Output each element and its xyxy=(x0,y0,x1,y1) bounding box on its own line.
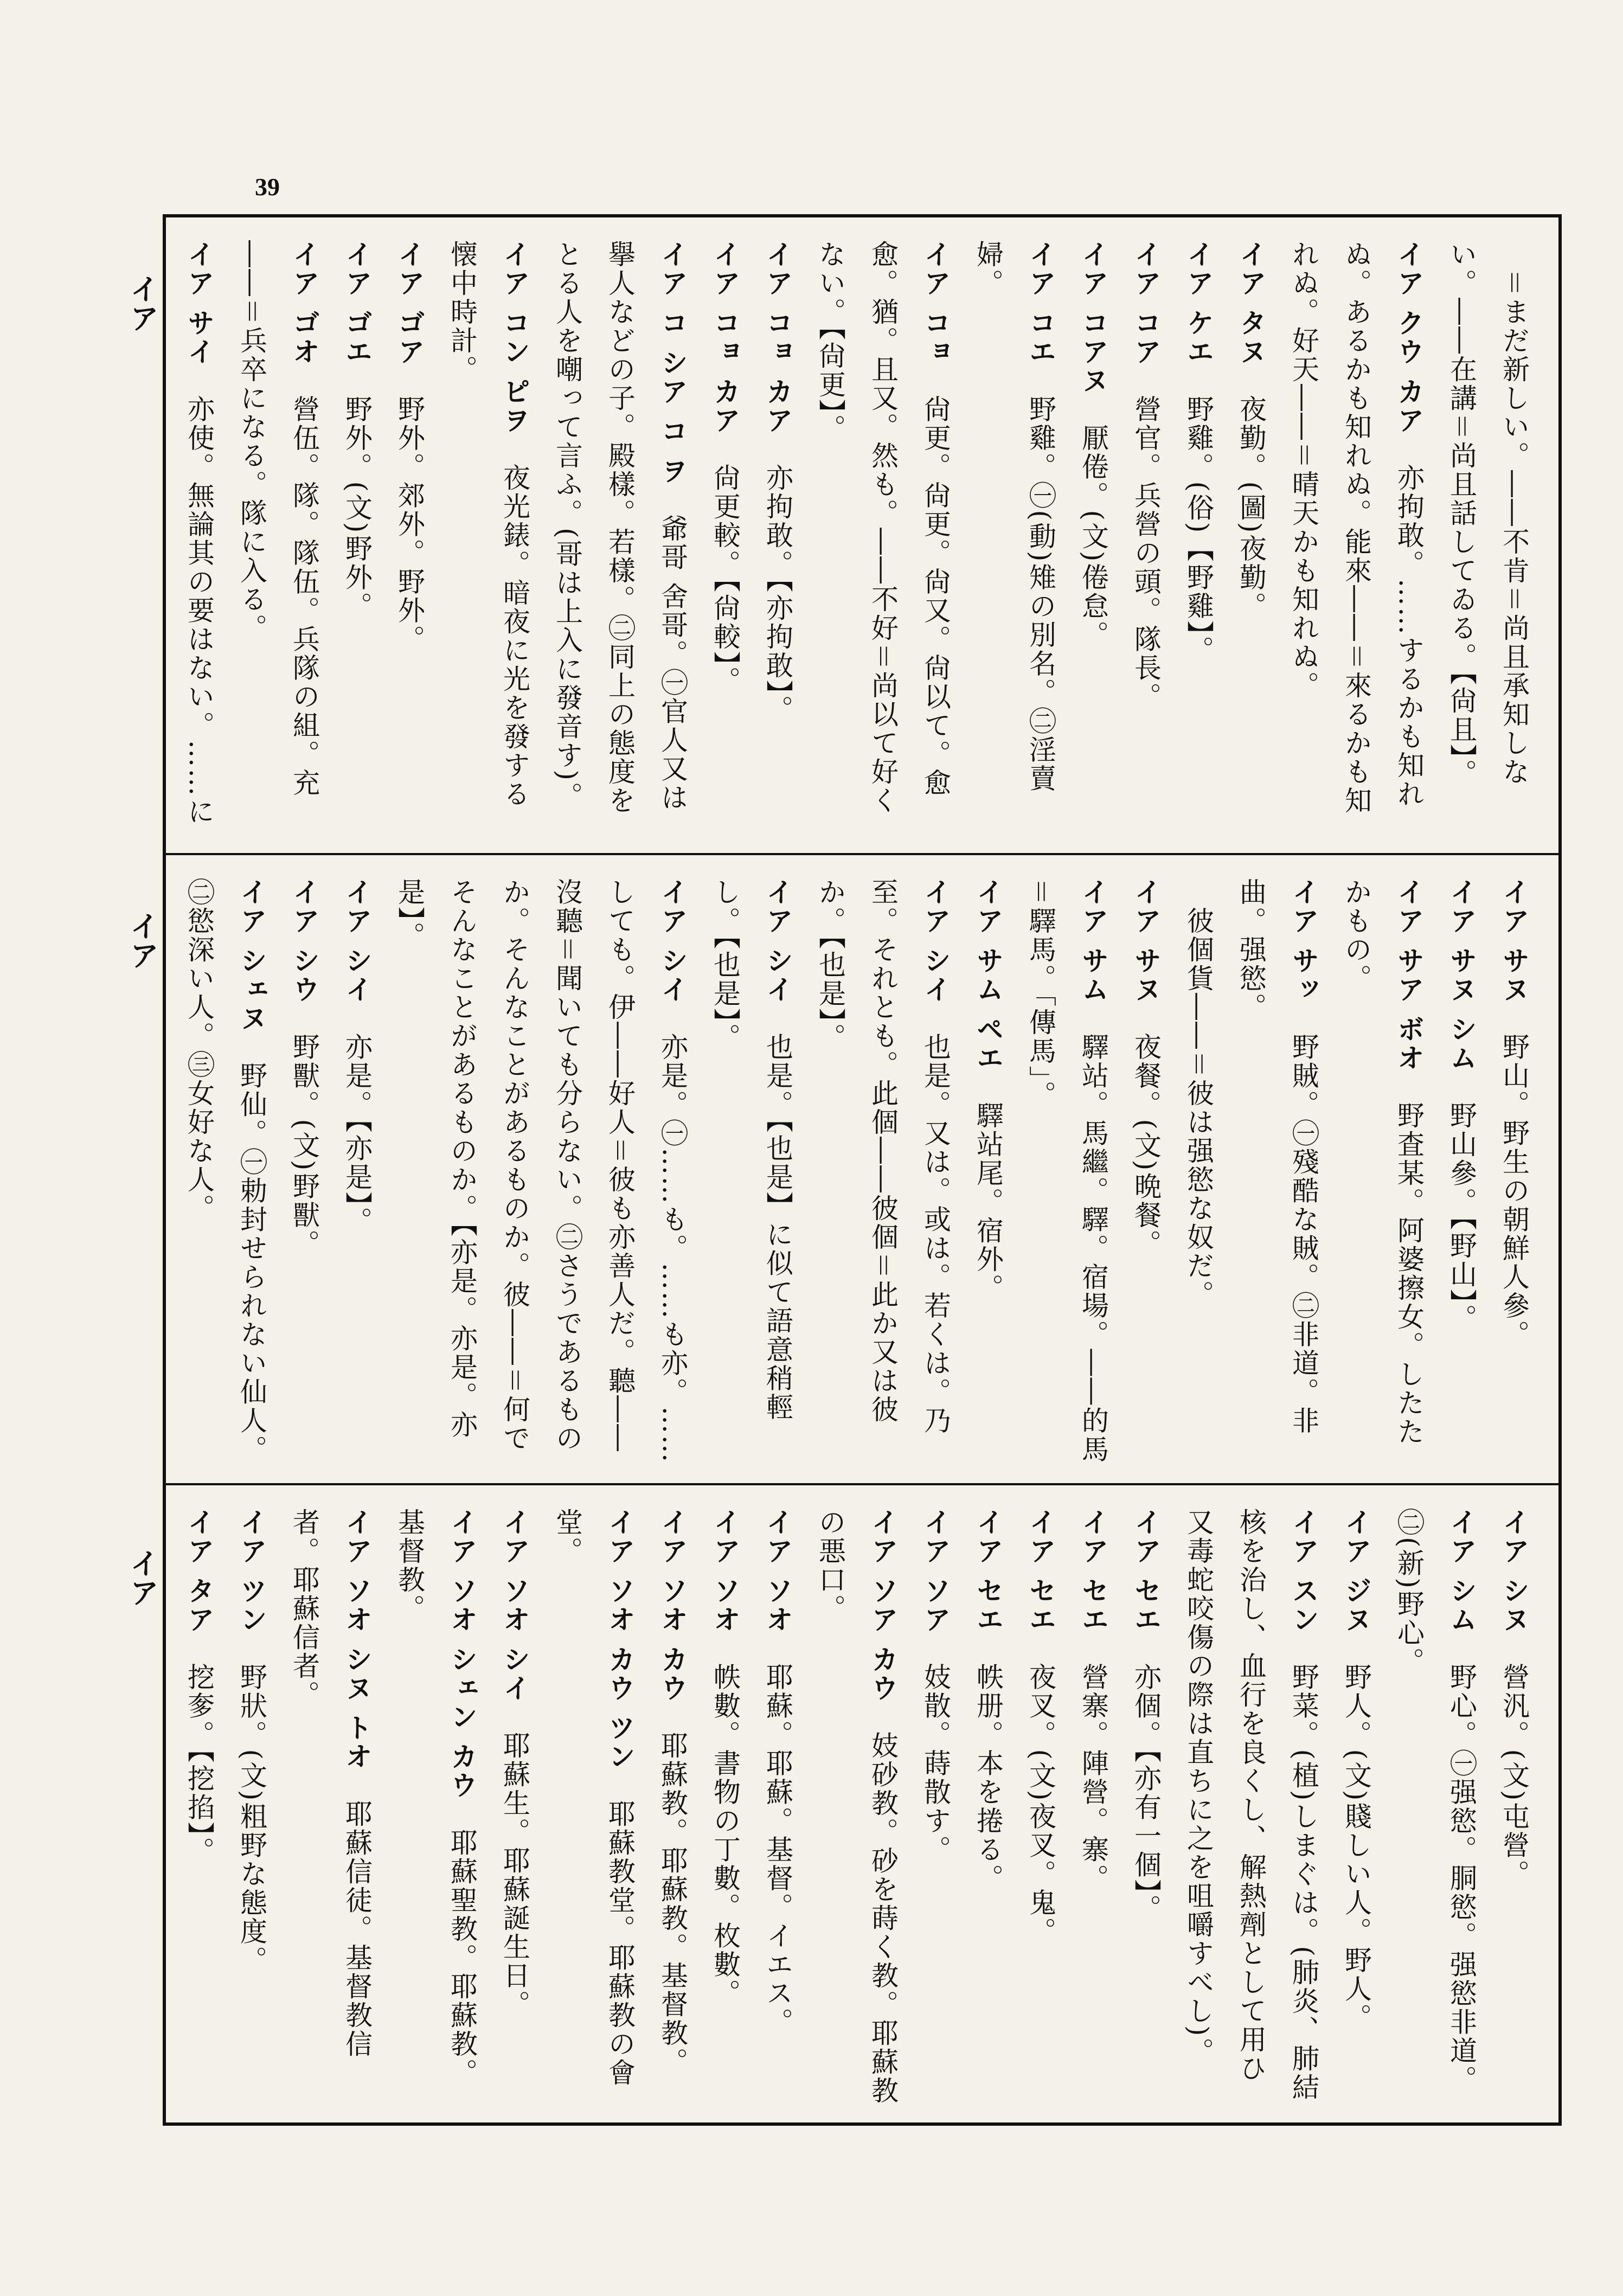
entry-definition: 帙册。本を捲る。 xyxy=(972,1663,1004,1893)
entry-spacer xyxy=(1130,1004,1162,1032)
entry-spacer xyxy=(341,366,373,395)
dictionary-entry xyxy=(1435,878,1487,1467)
entry-definition: 耶蘇。耶蘇。基督。イエス。 xyxy=(762,1663,793,2037)
entry-definition: 亦拘敢。【亦拘敢】。 xyxy=(762,463,793,724)
entry-spacer xyxy=(762,1634,793,1663)
dictionary-entry xyxy=(383,1508,488,2106)
entry-spacer xyxy=(1393,1073,1425,1101)
entry-definition: 營寨。陣營。寨。 xyxy=(1077,1663,1109,1893)
entry-definition: 野獸。(文)野獸。 xyxy=(288,1032,320,1259)
entry-headword: イア コアヌ xyxy=(1077,240,1109,395)
entry-headword: イア コョ カア xyxy=(762,240,793,435)
entry-headword: イア サム xyxy=(1077,878,1109,1004)
entry-definition: 驛站尾。宿外。 xyxy=(972,1101,1004,1303)
entry-definition: 亦是。㊀……も。……も亦。……しても。伊――好人＝彼も亦善人だ。聽――沒聽＝聞いても分らない。㊁さうであるものか。そんなことがあるものか。彼――＝何でそんなことがあるものか。【亦是。亦是。亦是】。 xyxy=(394,878,688,1464)
entry-headword: イア コョ xyxy=(920,240,951,367)
dictionary-entry xyxy=(698,240,751,837)
entry-headword: イア ソオ シイ xyxy=(499,1508,530,1703)
entry-spacer xyxy=(1183,366,1214,395)
entry-definition: 夜餐。(文)晩餐。 xyxy=(1130,1032,1162,1259)
entry-definition: 夜光錶。暗夜に光を發する懐中時計。 xyxy=(446,240,530,809)
entry-spacer xyxy=(657,1703,688,1731)
entry-spacer xyxy=(762,435,793,464)
entry-definition: 野菜。(植)しまぐは。(肺炎、肺結核を治し、血行を良くし、解熱劑として用ひ又毒蛇咬傷の際は直ちに之を咀嚼すべし)。 xyxy=(1183,1508,1319,2102)
entry-headword: イア ツン xyxy=(236,1508,267,1634)
dictionary-entry xyxy=(909,1508,961,2106)
entry-spacer xyxy=(236,1032,267,1061)
entry-definition: 營汎。(文)屯營。 xyxy=(1498,1663,1530,1889)
entry-spacer xyxy=(1077,395,1109,424)
dictionary-entry xyxy=(1435,240,1540,837)
dictionary-entry xyxy=(1172,878,1224,1467)
entry-definition: ＝まだ新しい。――不肯＝尚且承知しない。――在講＝尚且話してゐる。【尙且】。 xyxy=(1446,240,1530,788)
entry-spacer xyxy=(288,1004,320,1032)
entry-spacer xyxy=(446,1800,478,1829)
dictionary-entry xyxy=(961,1508,1014,2106)
entry-headword: イア セエ xyxy=(1130,1508,1162,1634)
entry-spacer xyxy=(1498,1634,1530,1663)
entry-spacer xyxy=(1025,1634,1056,1663)
entry-spacer xyxy=(236,1634,267,1663)
entry-headword: イア コア xyxy=(1130,240,1162,367)
entry-headword: イア サア ボオ xyxy=(1393,878,1425,1073)
dictionary-entry xyxy=(383,240,435,837)
entry-spacer xyxy=(1235,366,1267,395)
entry-headword: イア シヌ xyxy=(1498,1508,1530,1634)
entry-headword: イア ソオ カウ ツン xyxy=(604,1508,636,1772)
entry-spacer xyxy=(499,1703,530,1731)
entry-headword: イア サッ xyxy=(1288,878,1319,1004)
entry-spacer xyxy=(972,1634,1004,1663)
entry-spacer xyxy=(1288,1634,1319,1663)
entry-headword: イア ソオ カウ xyxy=(657,1508,688,1703)
entry-definition: 妓散。蒔散す。 xyxy=(920,1663,951,1864)
entry-headword: イア ジヌ xyxy=(1340,1508,1372,1634)
entry-headword: イア ソオ シェン カウ xyxy=(446,1508,478,1800)
side-index-label-middle: イア xyxy=(125,911,159,970)
entry-spacer xyxy=(709,1634,741,1663)
entry-spacer xyxy=(1446,1634,1477,1663)
entry-headword: イア シイ xyxy=(762,878,793,1004)
entry-headword: イア ゴエ xyxy=(341,240,373,367)
entry-headword: イア セエ xyxy=(1077,1508,1109,1634)
dictionary-entry xyxy=(1487,1508,1540,2106)
dictionary-entry xyxy=(1067,240,1119,837)
entry-headword: イア タヌ xyxy=(1235,240,1267,367)
entry-spacer xyxy=(1130,1634,1162,1663)
dictionary-entry xyxy=(698,1508,751,2106)
entry-spacer xyxy=(288,366,320,395)
entry-spacer xyxy=(920,366,951,395)
entry-definition: 野外。郊外。野外。 xyxy=(394,395,425,654)
entry-definition: 也是。又は。或は。若くは。乃至。それとも。此個――彼個＝此か又は彼か。【也是】。 xyxy=(814,878,951,1435)
entry-headword: イア セエ xyxy=(1025,1508,1056,1634)
dictionary-entry xyxy=(646,1508,698,2106)
entry-headword: イア コョ カア xyxy=(709,240,741,435)
dictionary-entry xyxy=(541,240,698,837)
entry-definition: 耶蘇信徒。基督教信者。耶蘇信者。 xyxy=(288,1508,373,2059)
entry-headword: イア ゴオ xyxy=(288,240,320,367)
dictionary-entry xyxy=(330,878,383,1467)
entry-definition: 野仙。㊀勅封せられない仙人。㊁慾深い人。㊂女好な人。 xyxy=(183,878,267,1464)
dictionary-entry xyxy=(1224,878,1330,1467)
entry-spacer xyxy=(1183,878,1214,907)
dictionary-entry xyxy=(435,240,541,837)
entry-definition: 挖奓。【挖掐】。 xyxy=(183,1663,215,1866)
dictionary-entry xyxy=(1119,1508,1172,2106)
entry-spacer xyxy=(1446,1073,1477,1101)
entry-headword: イア ソオ シヌ トオ xyxy=(341,1508,373,1772)
entry-definition: 妓砂教。砂を蒔く教。耶蘇教の悪口。 xyxy=(814,1508,899,2105)
entry-definition: 夜勤。(圖)夜勤。 xyxy=(1235,395,1267,621)
entry-spacer xyxy=(394,366,425,395)
dictionary-entry xyxy=(1067,1508,1119,2106)
entry-definition: 野外。(文)野外。 xyxy=(341,395,373,621)
entry-spacer xyxy=(1288,1004,1319,1032)
entry-spacer xyxy=(762,1004,793,1032)
entry-spacer xyxy=(341,1771,373,1800)
entry-spacer xyxy=(183,1634,215,1663)
dictionary-entry xyxy=(1014,878,1119,1467)
entry-definition: 野山參。【野山】。 xyxy=(1446,1101,1477,1333)
dictionary-entry xyxy=(166,1508,172,2106)
dictionary-tier-middle xyxy=(166,853,1558,1483)
entry-definition: 野査某。阿婆擦女。したたかもの。 xyxy=(1340,878,1425,1446)
entry-definition: 驛站。馬繼。驛。宿場。――的馬＝驛馬。「傳馬」。 xyxy=(1025,878,1109,1464)
side-index-label-bottom: イア xyxy=(125,1548,159,1607)
entry-headword: イア シェヌ xyxy=(236,878,267,1033)
entry-headword: イア ソオ xyxy=(709,1508,741,1634)
dictionary-frame xyxy=(163,214,1562,2126)
entry-spacer xyxy=(709,435,741,464)
entry-spacer xyxy=(657,1004,688,1032)
dictionary-entry xyxy=(804,240,961,837)
entry-headword: イア シウ xyxy=(288,878,320,1004)
entry-headword: イア シイ xyxy=(341,878,373,1004)
dictionary-entry xyxy=(804,1508,909,2106)
entry-definition: 夜叉。(文)夜叉。鬼。 xyxy=(1025,1663,1056,1946)
entry-definition: 耶蘇教堂。耶蘇教の會堂。 xyxy=(551,1508,636,2088)
entry-spacer xyxy=(1077,1004,1109,1032)
dictionary-entry xyxy=(166,878,172,1467)
entry-definition: 彼個貨――＝彼は强慾な奴だ。 xyxy=(1183,907,1214,1309)
dictionary-entry xyxy=(804,878,961,1467)
entry-spacer xyxy=(1340,1634,1372,1663)
entry-definition: 亦是。【亦是】。 xyxy=(341,1032,373,1236)
entry-definition: 爺哥 舍哥。㊀官人又は擧人などの子。殿樣。若樣。㊁同上の態度をとる人を嘲って言ふ。(哥は上入に發音す)。 xyxy=(551,240,688,815)
dictionary-entry xyxy=(1119,878,1172,1467)
entry-headword: イア コエ xyxy=(1025,240,1056,367)
entry-definition: 尙更較。【尙較】。 xyxy=(709,463,741,695)
entry-definition: 耶蘇生。耶蘇誕生日。 xyxy=(499,1731,530,2019)
dictionary-entry xyxy=(1172,1508,1330,2106)
dictionary-entry xyxy=(1224,240,1277,837)
entry-definition: 野山。野生の朝鮮人參。 xyxy=(1498,1032,1530,1349)
dictionary-entry xyxy=(330,240,383,837)
dictionary-entry xyxy=(225,1508,278,2106)
entry-headword: イア スン xyxy=(1288,1508,1319,1634)
dictionary-entry xyxy=(1330,1508,1382,2106)
entry-headword: イア ソア xyxy=(920,1508,951,1634)
entry-definition: 厭倦。(文)倦怠。 xyxy=(1077,424,1109,650)
entry-headword: イア タア xyxy=(183,1508,215,1634)
entry-definition: 也是。【也是】に似て語意稍輕し。【也是】。 xyxy=(709,878,793,1422)
entry-definition: 營官。兵營の頭。隊長。 xyxy=(1130,395,1162,711)
page-number: 39 xyxy=(255,173,280,201)
entry-spacer xyxy=(867,1703,899,1731)
entry-definition: 野心。㊀强慾。胴慾。强慾非道。㊁(新)野心。 xyxy=(1393,1508,1477,2094)
entry-spacer xyxy=(920,1004,951,1032)
dictionary-entry xyxy=(225,240,330,837)
dictionary-entry xyxy=(1172,240,1224,837)
entry-headword: イア サム ペエ xyxy=(972,878,1004,1073)
entry-headword: イア コン ピヲ xyxy=(499,240,530,435)
entry-definition: 耶蘇聖教。耶蘇教。基督教。 xyxy=(394,1508,478,2088)
dictionary-entry xyxy=(278,878,330,1467)
entry-definition: 營伍。隊。隊伍。兵隊の組。充――＝兵卒になる。隊に入る。 xyxy=(236,240,320,798)
entry-headword: イア シイ xyxy=(657,878,688,1004)
entry-definition: 野狀。(文)粗野な態度。 xyxy=(236,1663,267,1975)
dictionary-entry xyxy=(961,240,1067,837)
dictionary-entry xyxy=(1382,1508,1487,2106)
entry-headword: イア サヌ xyxy=(1498,878,1530,1004)
entry-headword: イア クウ カア xyxy=(1393,240,1425,435)
entry-headword: イア シム xyxy=(1446,1508,1477,1634)
dictionary-entry xyxy=(383,878,698,1467)
entry-headword: イア セエ xyxy=(972,1508,1004,1634)
entry-spacer xyxy=(1130,366,1162,395)
dictionary-entry xyxy=(541,1508,646,2106)
entry-headword: イア シイ xyxy=(920,878,951,1004)
entry-headword: イア サイ xyxy=(183,240,215,367)
dictionary-entry xyxy=(1014,1508,1067,2106)
entry-definition: 野雞。㊀(動)雉の別名。㊁淫賣婦。 xyxy=(972,240,1056,793)
entry-definition: 亦拘敢。……するかも知れぬ。あるかも知れぬ。能來――＝來るかも知れぬ。好天――＝晴天かも知れぬ。 xyxy=(1288,240,1425,815)
dictionary-entry xyxy=(172,1508,225,2106)
dictionary-tier-top xyxy=(166,217,1558,853)
entry-definition: 亦使。無論其の要はない。……に xyxy=(183,395,215,826)
entry-definition: 亦個。【亦有一個】。 xyxy=(1130,1663,1162,1923)
entry-headword: イア コ シア コ ヲ xyxy=(657,240,688,486)
entry-headword: イア サヌ xyxy=(1130,878,1162,1004)
dictionary-entry xyxy=(278,1508,383,2106)
entry-definition: 野雞。(俗)【野雞】。 xyxy=(1183,395,1214,665)
entry-definition: 野人。(文)賤しい人。野人。 xyxy=(1340,1663,1372,2032)
entry-definition: 耶蘇教。耶蘇教。基督教。 xyxy=(657,1731,688,2076)
dictionary-entry xyxy=(1277,240,1435,837)
entry-spacer xyxy=(183,366,215,395)
entry-headword: イア ケエ xyxy=(1183,240,1214,367)
dictionary-entry xyxy=(488,1508,541,2106)
dictionary-entry xyxy=(1487,878,1540,1467)
entry-headword: イア ソア カウ xyxy=(867,1508,899,1703)
entry-headword: イア サヌ シム xyxy=(1446,878,1477,1073)
side-index-label-top: イア xyxy=(125,274,159,332)
dictionary-tier-bottom xyxy=(166,1483,1558,2122)
entry-headword: イア ゴア xyxy=(394,240,425,367)
dictionary-entry xyxy=(751,240,804,837)
entry-spacer xyxy=(1393,435,1425,464)
entry-headword: イア ソオ xyxy=(762,1508,793,1634)
dictionary-entry xyxy=(961,878,1014,1467)
entry-definition: 帙數。書物の丁數。枚數。 xyxy=(709,1663,741,2008)
entry-spacer xyxy=(604,1771,636,1800)
dictionary-entry xyxy=(698,878,804,1467)
entry-spacer xyxy=(972,1073,1004,1101)
dictionary-entry xyxy=(1330,878,1435,1467)
entry-definition: 野賊。㊀殘酷な賊。㊁非道。非曲。强慾。 xyxy=(1235,878,1319,1435)
dictionary-entry xyxy=(172,878,278,1467)
entry-spacer xyxy=(1077,1634,1109,1663)
entry-spacer xyxy=(499,435,530,464)
entry-spacer xyxy=(920,1634,951,1663)
dictionary-entry xyxy=(166,240,225,837)
entry-spacer xyxy=(1498,1004,1530,1032)
entry-spacer xyxy=(1498,240,1530,269)
dictionary-entry xyxy=(1119,240,1172,837)
dictionary-entry xyxy=(751,1508,804,2106)
entry-spacer xyxy=(1025,366,1056,395)
entry-definition: 尙更。尙更。尙又。尙以て。愈愈。猶。且又。然も。――不好＝尚以て好くない。【尙更】。 xyxy=(814,240,951,815)
entry-spacer xyxy=(657,486,688,515)
entry-spacer xyxy=(341,1004,373,1032)
